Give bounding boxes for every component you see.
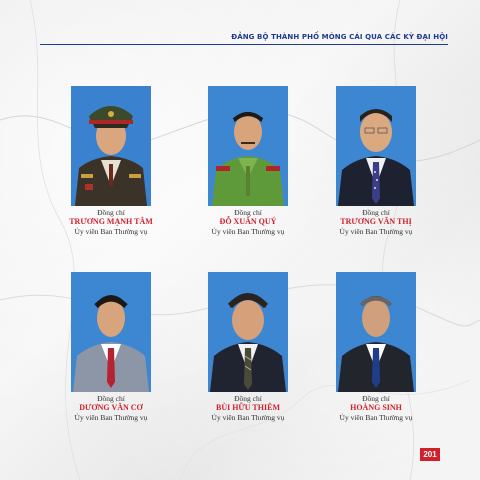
- member-name: DƯƠNG VĂN CƠ: [79, 403, 143, 412]
- member-portrait: [208, 272, 288, 392]
- member-salutation: Đồng chí: [234, 208, 262, 217]
- member-card: [193, 272, 303, 423]
- member-name: TRƯƠNG VĂN THỊ: [340, 217, 412, 226]
- member-card: [321, 86, 431, 237]
- member-card: [56, 86, 166, 237]
- member-portrait: [71, 86, 151, 206]
- member-name: TRƯƠNG MẠNH TÂM: [69, 217, 153, 226]
- member-card: [321, 272, 431, 423]
- member-portrait: [208, 86, 288, 206]
- member-portrait: [336, 272, 416, 392]
- member-card: [56, 272, 166, 423]
- member-salutation: Đồng chí: [97, 208, 125, 217]
- member-role: Ủy viên Ban Thường vụ: [339, 413, 413, 422]
- member-role: Ủy viên Ban Thường vụ: [211, 413, 285, 422]
- member-role: Ủy viên Ban Thường vụ: [74, 227, 148, 236]
- member-salutation: Đồng chí: [362, 394, 390, 403]
- member-card: [193, 86, 303, 237]
- member-salutation: Đồng chí: [97, 394, 125, 403]
- page-header-title: ĐẢNG BỘ THÀNH PHỐ MÓNG CÁI QUA CÁC KỲ ĐẠI HỘI: [231, 33, 448, 41]
- member-portrait: [336, 86, 416, 206]
- member-role: Ủy viên Ban Thường vụ: [74, 413, 148, 422]
- member-role: Ủy viên Ban Thường vụ: [211, 227, 285, 236]
- member-portrait: [71, 272, 151, 392]
- member-name: BÙI HỮU THIÊM: [215, 403, 280, 412]
- member-role: Ủy viên Ban Thường vụ: [339, 227, 413, 236]
- member-salutation: Đồng chí: [362, 208, 390, 217]
- member-salutation: Đồng chí: [234, 394, 262, 403]
- member-name: ĐỖ XUÂN QUÝ: [219, 217, 277, 226]
- member-name: HOÀNG SINH: [350, 403, 402, 412]
- header-divider: [40, 44, 448, 45]
- page-number: 201: [420, 448, 440, 461]
